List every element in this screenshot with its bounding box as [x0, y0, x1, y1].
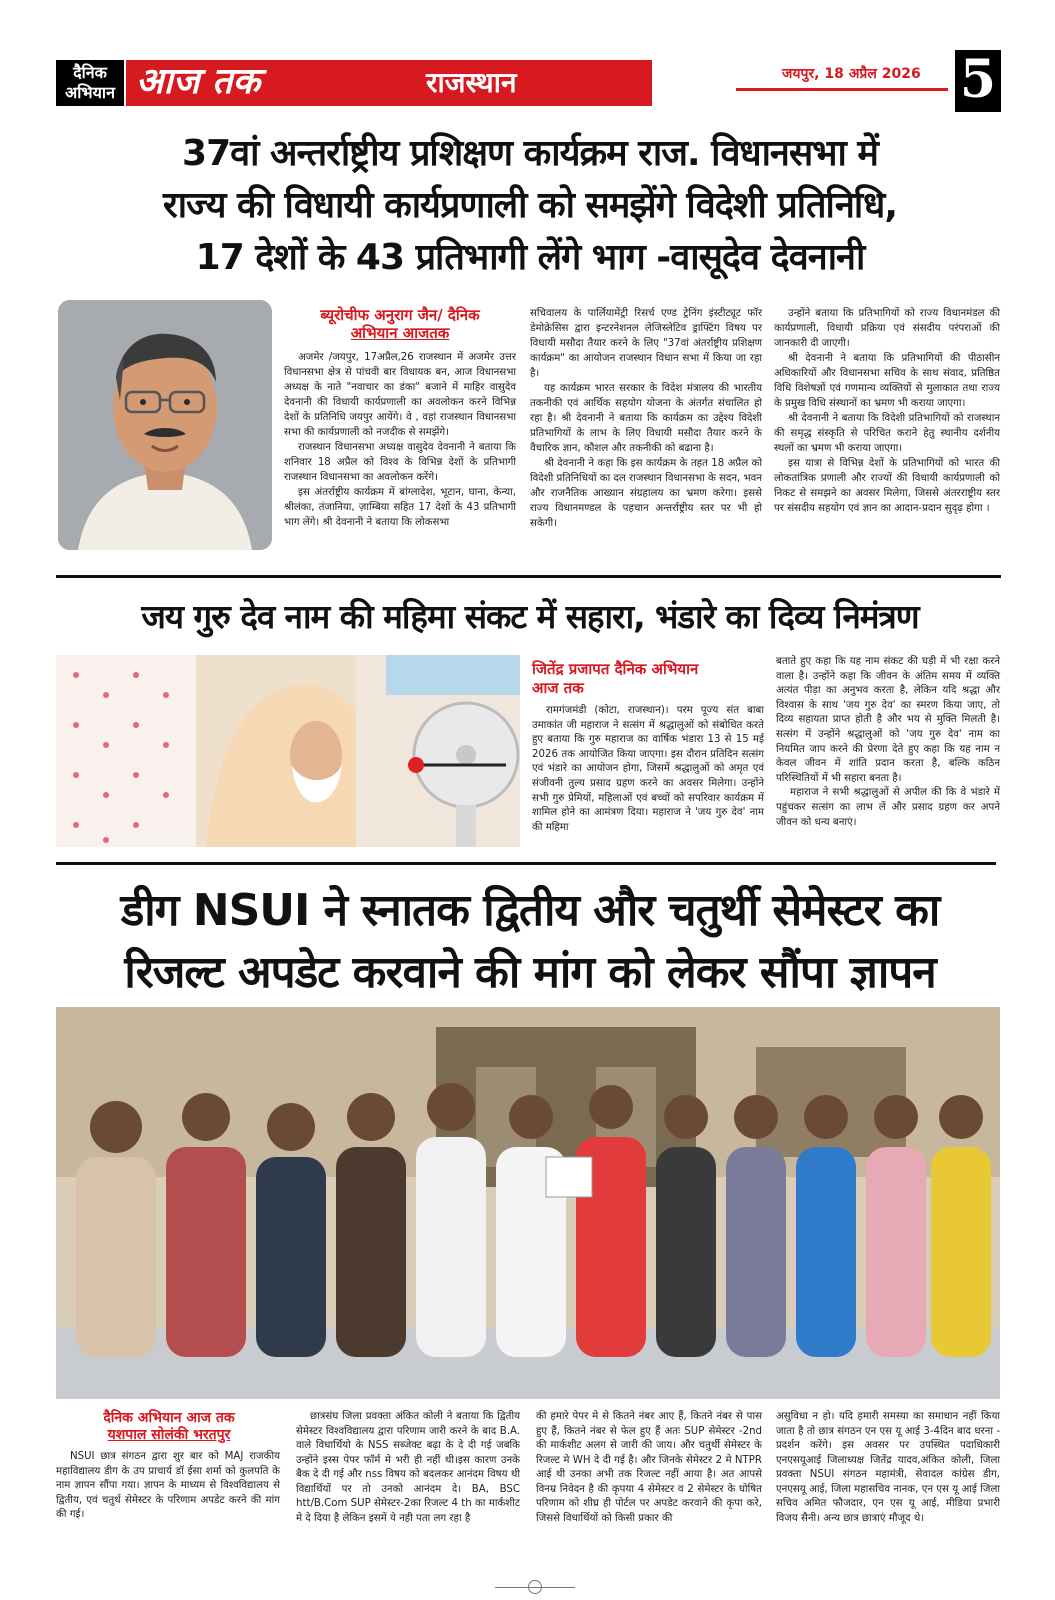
story2-col2-para1: बताते हुए कहा कि यह नाम संकट की घड़ी में भी रक्षा करने वाला है। उन्होंने कहा कि जीवन के अंतिम समय में व्यक्ति अत्यंत पीड़ा का अनुभव करता है, लेकिन यदि श्रद्धा और विश्वास के साथ 'जय गुरु देव' का स्मरण किया जाए, तो दिव्य सहायता प्राप्त होती है और भय से मुक्ति मिलती है। सत्संग में उन्होंने श्रद्धालुओं को 'जय गुरु देव' नाम का नियमित जाप करने की प्रेरणा देते हुए कहा कि यह नाम न केवल जीवन में शांति प्रदान करता है, बल्कि कठिन परिस्थितियों में भी सहारा बनता है।	[776, 656, 1000, 784]
story1-col2-para2: यह कार्यक्रम भारत सरकार के विदेश मंत्रालय की भारतीय तकनीकी एवं आर्थिक सहयोग योजना के अंतर्गत संचालित हो रहा है। श्री देवनानी ने बताया कि कार्यक्रम का उद्देश्य विदेशी प्रतिभागियों के लाभ के लिए विधायी मसौदा तैयार करने के वैचारिक ज्ञान, कौशल और तकनीकी को बढाना है।	[530, 383, 762, 454]
story3-headline-line2: रिजल्ट अपडेट करवाने की मांग को लेकर सौंपा ज्ञापन	[124, 947, 936, 998]
story1-headline	[40, 128, 1020, 284]
story3-headline	[40, 880, 1020, 1004]
story3-col3-para1: की हमारे पेपर मे से कितने नंबर आए हैं, कितने नंबर से पास हुए हैं, कितने नंबर से फेल हुए हैं अतः SUP सेमेस्टर -2nd की मार्कशीट अलग से जारी की जाय। और चतुर्थी सेमेस्टर के रिजल्ट मे WH दे दी गई है। और जिनके सेमेस्टर 2 मे NTPR आई थी उनका अभी तक रिजल्ट नहीं आया है। अत आपसे विनम्र निवेदन है की कृपया 4 सेमेस्टर व 2 सेमेस्टर के घोषित परिणाम को शीघ्र ही पोर्टल पर अपडेट करवाने की कृपा करे, जिससे विधार्थियों को किसी प्रकार की	[536, 1411, 762, 1524]
story3-column-4	[776, 1410, 1000, 1526]
story3-byline	[58, 1410, 280, 1444]
story2-column-2	[776, 655, 1000, 830]
story1-col1-para3: इस अंतर्राष्ट्रीय कार्यक्रम में बांग्लादेश, भूटान, घाना, केन्या, श्रीलंका, तंजानिया, ज़ाम्बिया सहित 17 देशों के 43 प्रतिभागी भाग लेंगे। श्री देवनानी ने बताया कि लोकसभा	[284, 487, 516, 528]
masthead-brand: आज तक	[136, 61, 261, 102]
story2-col2-para2: महाराज ने सभी श्रद्धालुओं से अपील की कि वे भंडारे में पहुंचकर सत्संग का लाभ लें और प्रसाद ग्रहण कर अपने जीवन को धन्य बनाएं।	[776, 787, 1000, 828]
masthead-date-rule	[736, 88, 948, 91]
masthead-red-bar	[126, 60, 652, 106]
story1-col2-para3: श्री देवनानी ने कहा कि इस कार्यक्रम के तहत 18 अप्रैल को विदेशी प्रतिनिधियों का दल राजस्थान विधानसभा के सदन, भवन और राजनैतिक आख्यान संग्रहालय का भ्रमण करेगा। इससे राज्य विधानमण्डल के पहचान अन्तर्राष्ट्रीय स्तर पर भी हो सकेगी।	[530, 458, 762, 529]
masthead-section: राजस्थान	[426, 66, 517, 99]
story3-group-photo	[56, 1007, 1000, 1399]
saint-photo-icon	[56, 655, 520, 847]
story1-col1-para1: अजमेर /जयपुर, 17अप्रैल,26 राजस्थान में अजमेर उत्तर विधानसभा क्षेत्र से पांचवी बार विधायक बन, आज विधानसभा अध्यक्ष के नाते "नवाचार का डंका" बजाने में माहिर वासुदेव देवनानी की विधायी कार्यप्रणाली का अवलोकन करने विभिन्न देशों के प्रतिनिधि जयपुर आयेंगे। वे , वहां राजस्थान विधानसभा सभा की कार्यप्रणाली को नजदीक से समझेंगे।	[284, 352, 516, 438]
story3-byline-line2: यशपाल सोलंकी भरतपुर	[107, 1427, 231, 1443]
story1-byline	[286, 306, 514, 342]
registration-mark-icon	[528, 1580, 542, 1594]
story2-column-1	[532, 704, 764, 835]
story3-col1-para1: NSUI छात्र संगठन द्वारा शुर बार को MAJ राजकीय महाविद्यालय डीग के उप प्राचार्य डॉ ईसा शर्मा को कुलपति के नाम ज्ञापन सौंपा गया। ज्ञापन के माध्यम से विश्वविद्यालय से द्वितीय, एवं चतुर्थ सेमेस्टर के परिणाम अपडेट करने की मांग की गई।	[56, 1451, 280, 1520]
divider-2	[56, 862, 996, 865]
story1-byline-line1: ब्यूरोचीफ अनुराग जैन/ दैनिक	[320, 306, 480, 324]
story3-column-3	[536, 1410, 762, 1526]
story1-headline-line2: राज्य की विधायी कार्यप्रणाली को समझेंगे विदेशी प्रतिनिधि,	[162, 185, 897, 226]
story2-byline-line2: आज तक	[532, 679, 584, 697]
story1-col3-para4: इस यात्रा से विभिन्न देशों के प्रतिभागियों को भारत की लोकतांत्रिक प्रणाली और राज्यों की विधायी कार्यप्रणाली को निकट से समझने का अवसर मिलेगा, जिससे अंतरराष्ट्रीय स्तर पर संसदीय सहयोग एवं ज्ञान का आदान-प्रदान सुदृढ़ होगा ।	[774, 458, 1000, 514]
masthead-date: जयपुर, 18 अप्रैल 2026	[782, 66, 921, 82]
masthead-left-box	[56, 60, 124, 106]
story1-column-1	[284, 350, 516, 530]
story1-col3-para2: श्री देवनानी ने बताया कि प्रतिभागियों की पीठासीन अधिकारियों और विधानसभा सचिव के साथ संवाद, प्रतिष्ठित विधि विशेषज्ञों एवं गणमान्य व्यक्तियों से मुलाकात तथा राज्य के प्रमुख विधि संस्थानों का भ्रमण भी कराया जाएगा।	[774, 353, 1000, 409]
story1-col1-para2: राजस्थान विधानसभा अध्यक्ष वासुदेव देवनानी ने बताया कि शनिवार 18 अप्रैल को विश्व के विभिन्न देशों के प्रतिभागी राजस्थान विधानसभा का अवलोकन करेंगे।	[284, 442, 516, 483]
story1-column-2	[530, 306, 762, 531]
story3-column-1	[56, 1450, 280, 1523]
masthead-left-label-1: दैनिक	[73, 63, 107, 82]
story3-col2-para1: छात्रसंघ जिला प्रवक्ता अंकित कोली ने बताया कि द्वितीय सेमेस्टर विश्वविद्यालय द्वारा परिणाम जारी करने के बाद B.A. वाले विधार्थियो के NSS सब्जेक्ट बढ़ा के दे दी गई जबकि उन्होंने इस्स पेपर फॉर्म मे भरी ही नहीं थी।इस कारण उनके बैक दे दी गई और nss विषय को बदलकर आनंदम विषय थी विद्यार्थियों पर तो उनको आनंदम दे। BA, BSC htt/B.Com SUP सेमेस्टर-2का रिजल्ट 4 th का मार्कशीट मे दे दिया है लेकिन इसमें ये नही पता लग रहा है	[296, 1411, 520, 1524]
story2-saint-photo	[56, 655, 520, 847]
story1-col3-para1: उन्होंने बताया कि प्रतिभागियों को राज्य विधानमंडल की कार्यप्रणाली, विधायी प्रक्रिया एवं संसदीय परंपराओं की जानकारी दी जाएगी।	[774, 308, 1000, 349]
story1-col2-para1: सचिवालय के पार्लियामेंट्री रिसर्च एण्ड ट्रेनिंग इंस्टीट्यूट फॉर डेमोक्रेसिस द्वारा इन्टरनेशनल लेजिस्लेटिव ड्राफ्टिंग विषय पर विधायी मसौदा तैयार करने के लिए "37वां अंतर्राष्ट्रीय प्रशिक्षण कार्यक्रम" का आयोजन राजस्थान विधान सभा में किया जा रहा है।	[530, 308, 762, 379]
story2-headline: जय गुरु देव नाम की महिमा संकट में सहारा, भंडारे का दिव्य निमंत्रण	[141, 597, 919, 636]
story2-byline-line1: जितेंद्र प्रजापत दैनिक अभियान	[532, 660, 699, 678]
story3-column-2	[296, 1410, 520, 1526]
story1-portrait-photo	[58, 300, 272, 550]
masthead	[56, 50, 1001, 108]
story1-byline-line2: अभियान आजतक	[350, 324, 450, 342]
page-number: 5	[955, 50, 1001, 112]
divider-1	[56, 575, 1001, 578]
story1-col3-para3: श्री देवनानी ने बताया कि विदेशी प्रतिभागियों को राजस्थान की समृद्ध संस्कृति से परिचित कराने हेतु स्थानीय दर्शनीय स्थलों का भ्रमण भी कराया जाएगा।	[774, 413, 1000, 454]
story1-headline-line3: 17 देशों के 43 प्रतिभागी लेंगे भाग -वासूदेव देवनानी	[195, 237, 865, 278]
story2-col1-para1: रामगंजमंडी (कोटा, राजस्थान)। परम पूज्य संत बाबा उमाकांत जी महाराज ने सत्संग में श्रद्धालुओं को संबोधित करते हुए बताया कि गुरु महाराज का वार्षिक भंडारा 13 से 15 मई 2026 तक आयोजित किया जाएगा। इस दौरान प्रतिदिन सत्संग एवं भंडारे का आयोजन होगा, जिसमें श्रद्धालुओं को अमृत एवं संजीवनी तुल्य प्रसाद ग्रहण करने का अवसर मिलेगा। उन्होंने सभी गुरु प्रेमियों, महिलाओं एवं बच्चों को सपरिवार कार्यक्रम में शामिल होने का आमंत्रण दिया। महाराज ने 'जय गुरु देव' नाम की महिमा	[532, 705, 764, 833]
masthead-left-label-2: अभियान	[65, 83, 115, 102]
story3-col4-para1: असुविधा न हो। यदि हमारी समस्या का समाधान नहीं किया जाता है तो छात्र संगठन एन एस यू आई 3-4दिन बाद धरना - प्रदर्शन करेंगे। इस अवसर पर उपस्थित पदाधिकारी एनएसयूआई जिलाध्यक्ष जितेंद्र यादव,अंकित कोली, जिला प्रवक्ता NSUI संगठन महामंत्री, सेवादल कांग्रेस डीग, एनएसयू आई, जिला महासचिव नानक, एन एस यू आई जिला सचिव अमित फौजदार, एन एस यू आई, मीडिया प्रभारी विजय सैनी। अन्य छात्र छात्राएं मौजूद थे।	[776, 1411, 1000, 1524]
story1-column-3	[774, 306, 1000, 516]
story1-headline-line1: 37वां अन्तर्राष्ट्रीय प्रशिक्षण कार्यक्रम राज. विधानसभा में	[182, 133, 878, 174]
group-photo-icon	[56, 1007, 1000, 1399]
story3-byline-line1: दैनिक अभियान आज तक	[103, 1410, 235, 1426]
story3-headline-line1: डीग NSUI ने स्नातक द्वितीय और चतुर्थी सेमेस्टर का	[120, 885, 940, 936]
person-portrait-icon	[58, 300, 272, 550]
story2-byline	[532, 660, 762, 698]
